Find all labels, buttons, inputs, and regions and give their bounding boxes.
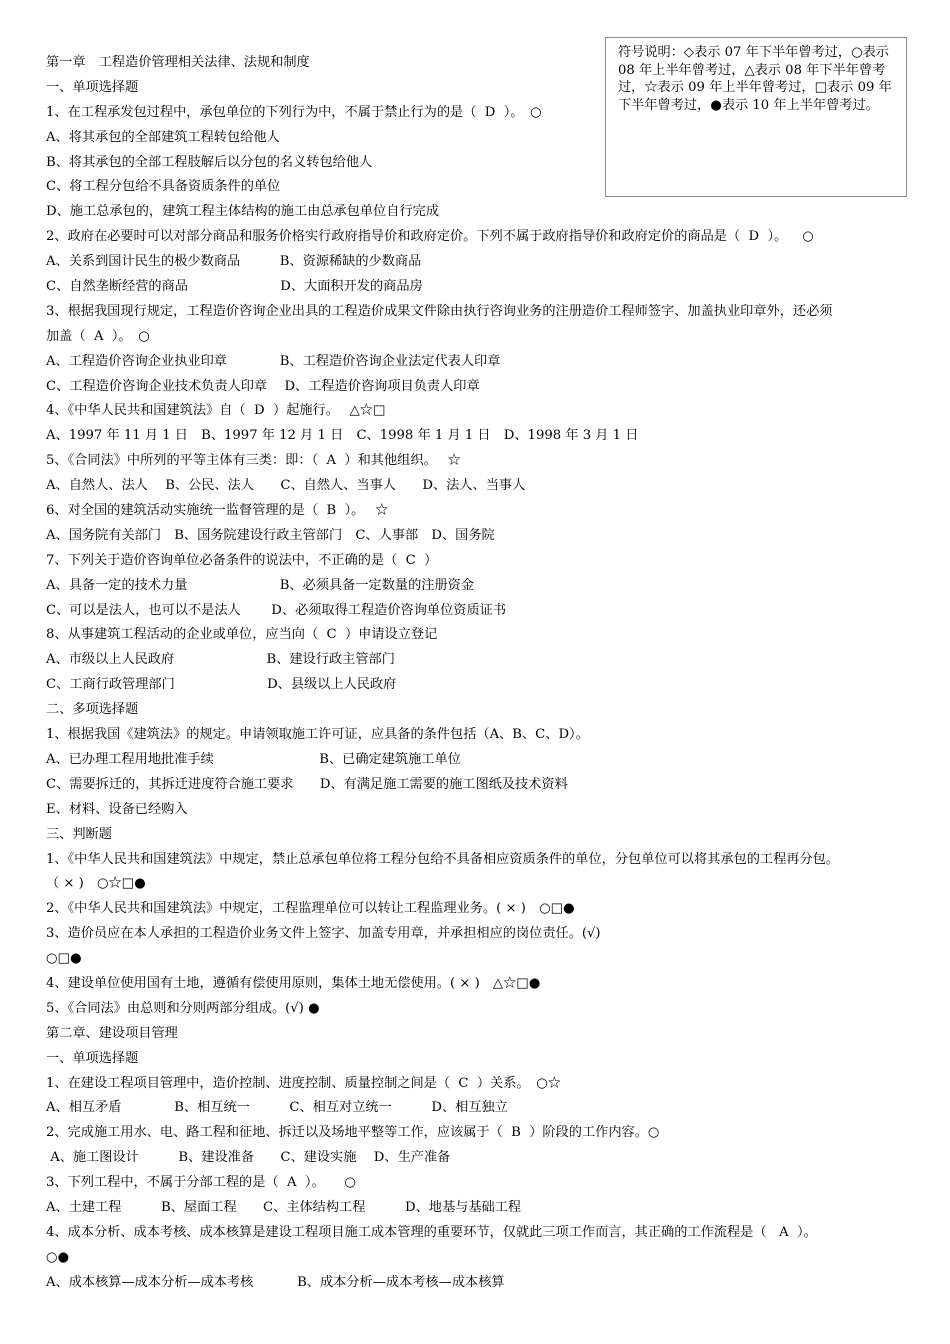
option-line: E、材料、设备已经购入 [46,801,188,817]
answer-line: ○● [46,1249,70,1265]
option-line: C、自然垄断经营的商品 D、大面积开发的商品房 [46,279,423,295]
section-heading: 一、单项选择题 [46,79,139,95]
option-line: D、施工总承包的，建筑工程主体结构的施工由总承包单位自行完成 [46,204,440,220]
option-line: A、施工图设计 B、建设准备 C、建设实施 D、生产准备 [46,1150,451,1166]
question-line: 5、《合同法》中所列的平等主体有三类：即：（ A ）和其他组织。 ☆ [46,453,461,469]
question-line: 1、根据我国《建筑法》的规定。申请领取施工许可证，应具备的条件包括（A、B、C、D）。 [46,727,589,743]
question-line: 2、政府在必要时可以对部分商品和服务价格实行政府指导价和政府定价。下列不属于政府指导价和政府定价的商品是（ D ）。 ○ [46,229,814,245]
option-line: A、1997 年 11 月 1 日 B、1997 年 12 月 1 日 C、1998 年 1 月 1 日 D、1998 年 3 月 1 日 [46,428,639,444]
question-line: 8、从事建筑工程活动的企业或单位，应当向（ C ）申请设立登记 [46,627,438,643]
question-line: 1、在工程承发包过程中，承包单位的下列行为中，不属于禁止行为的是（ D ）。 ○ [46,104,542,120]
question-line: 3、根据我国现行规定，工程造价咨询企业出具的工程造价成果文件除由执行咨询业务的注册造价工程师签字、加盖执业印章外，还必须 [46,303,833,319]
option-line: C、工程造价咨询企业技术负责人印章 D、工程造价咨询项目负责人印章 [46,378,480,394]
option-line: C、将工程分包给不具备资质条件的单位 [46,179,281,195]
question-line: 3、造价员应在本人承担的工程造价业务文件上签字、加盖专用章，并承担相应的岗位责任。(√) [46,926,601,942]
option-line: A、成本核算—成本分析—成本考核 B、成本分析—成本考核—成本核算 [46,1274,505,1290]
question-line: 1、在建设工程项目管理中，造价控制、进度控制、质量控制之间是（ C ）关系。 ○☆ [46,1075,561,1091]
question-line: 4、《中华人民共和国建筑法》自（ D ）起施行。 △☆□ [46,403,386,419]
question-line: 6、对全国的建筑活动实施统一监督管理的是（ B ）。 ☆ [46,503,389,519]
section-heading: 三、判断题 [46,826,112,842]
chapter-1-title: 第一章 工程造价管理相关法律、法规和制度 [46,55,310,70]
answer-line: ○□● [46,951,82,967]
option-line: C、需要拆迁的，其拆迁进度符合施工要求 D、有满足施工需要的施工图纸及技术资料 [46,776,568,792]
option-line: A、市级以上人民政府 B、建设行政主管部门 [46,652,395,668]
symbol-legend-text: 符号说明：◇表示 07 年下半年曾考过，○表示 08 年上半年曾考过，△表示 08 年下半年曾考过，☆表示 09 年上半年曾考过，□表示 09 年下半年曾考过，●表示 10 年上半年曾考过。 [618,45,892,113]
question-line: 5、《合同法》由总则和分则两部分组成。(√) ● [46,1000,320,1016]
question-line: 3、下列工程中，不属于分部工程的是（ A ）。 ○ [46,1175,356,1191]
option-line: A、具备一定的技术力量 B、必须具备一定数量的注册资金 [46,577,475,593]
question-line: 4、建设单位使用国有土地，遵循有偿使用原则，集体土地无偿使用。( × ) △☆□● [46,975,541,991]
document-body [46,51,926,1296]
option-line: B、将其承包的全部工程肢解后以分包的名义转包给他人 [46,154,373,170]
option-line: C、可以是法人，也可以不是法人 D、必须取得工程造价咨询单位资质证书 [46,602,507,618]
option-line: C、工商行政管理部门 D、县级以上人民政府 [46,677,397,693]
option-line: A、土建工程 B、屋面工程 C、主体结构工程 D、地基与基础工程 [46,1199,522,1215]
option-line: A、已办理工程用地批准手续 B、已确定建筑施工单位 [46,751,461,767]
question-line: 1、《中华人民共和国建筑法》中规定，禁止总承包单位将工程分包给不具备相应资质条件的单位，分包单位可以将其承包的工程再分包。 [46,851,840,867]
question-line: 7、下列关于造价咨询单位必备条件的说法中，不正确的是（ C ） [46,552,438,568]
section-heading: 二、多项选择题 [46,702,139,718]
question-line: 2、完成施工用水、电、路工程和征地、拆迁以及场地平整等工作，应该属于（ B ）阶段的工作内容。○ [46,1125,660,1141]
option-line: A、工程造价咨询企业执业印章 B、工程造价咨询企业法定代表人印章 [46,353,501,369]
question-line: 2、《中华人民共和国建筑法》中规定，工程监理单位可以转让工程监理业务。( × ) ○□● [46,901,575,917]
question-line: 加盖（ A ）。 ○ [46,328,150,344]
option-line: A、相互矛盾 B、相互统一 C、相互对立统一 D、相互独立 [46,1100,508,1116]
option-line: A、将其承包的全部建筑工程转包给他人 [46,129,280,145]
question-line: 4、成本分析、成本考核、成本核算是建设工程项目施工成本管理的重要环节，仅就此三项工作而言，其正确的工作流程是（ A ）。 [46,1224,817,1240]
option-line: A、自然人、法人 B、公民、法人 C、自然人、当事人 D、法人、当事人 [46,478,526,494]
section-heading: 一、单项选择题 [46,1050,139,1066]
option-line: A、关系到国计民生的极少数商品 B、资源稀缺的少数商品 [46,254,422,270]
option-line: A、国务院有关部门 B、国务院建设行政主管部门 C、人事部 D、国务院 [46,527,495,543]
answer-line: （ × ) ○☆□● [46,876,146,892]
chapter-2-title: 第二章、建设项目管理 [46,1025,178,1041]
